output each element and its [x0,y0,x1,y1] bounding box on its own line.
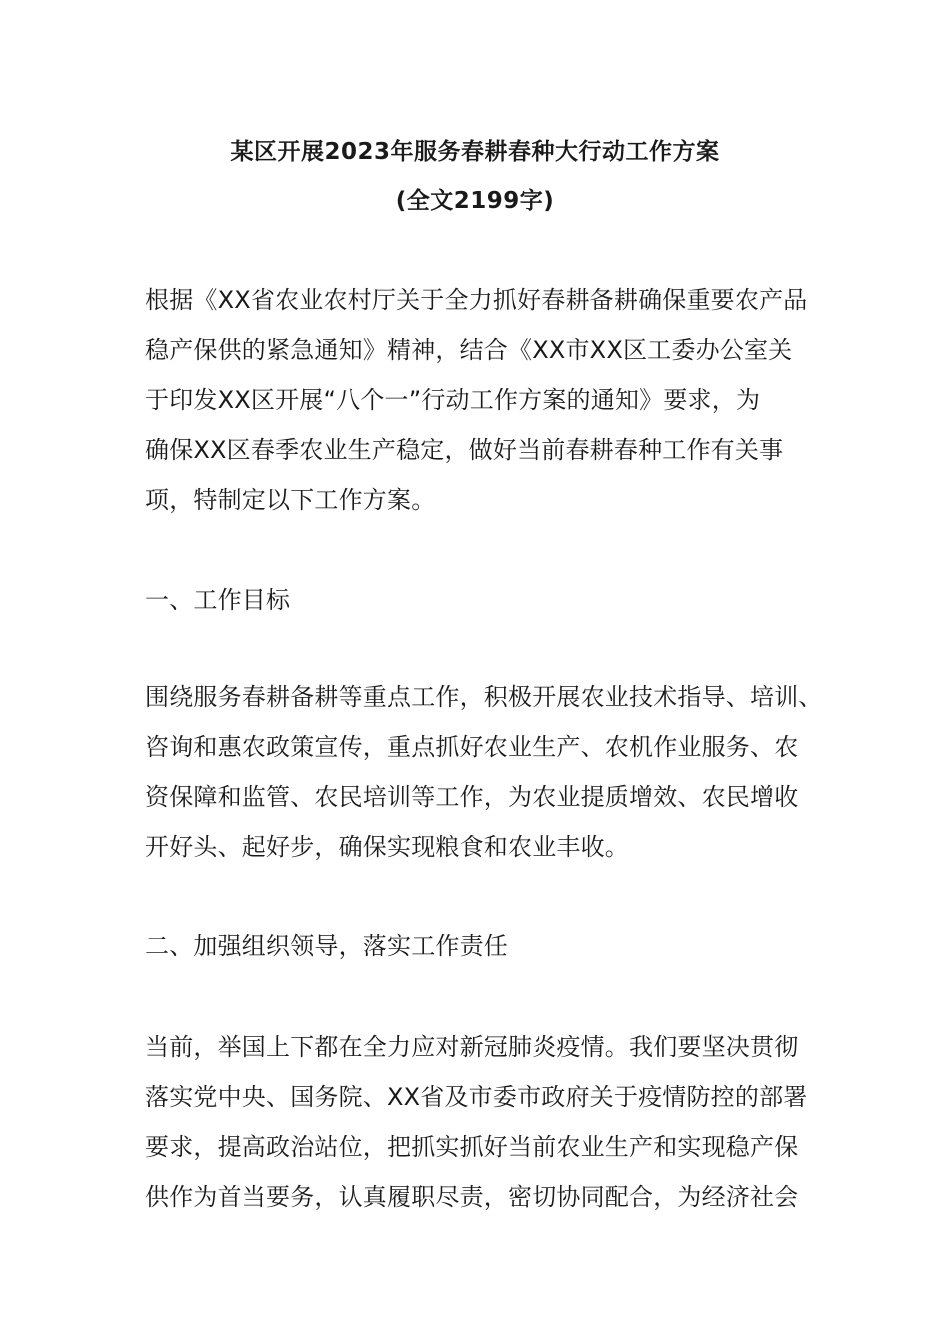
document-title: 某区开展2023年服务春耕春种大行动工作方案 [230,139,720,165]
paragraph-line: 资保障和监管、农民培训等工作，为农业提质增效、农民增收 [145,783,799,811]
heading-line: 二、加强组织领导，落实工作责任 [145,932,508,960]
paragraph-line: 当前，举国上下都在全力应对新冠肺炎疫情。我们要坚决贯彻 [145,1033,799,1061]
section1-paragraph [145,672,823,872]
paragraph-line: 确保XX区春季农业生产稳定，做好当前春耕春种工作有关事 [145,436,784,464]
section2-paragraph [145,1022,820,1222]
paragraph-line: 围绕服务春耕备耕等重点工作，积极开展农业技术指导、培训、 [145,683,823,711]
paragraph-line: 项，特制定以下工作方案。 [145,486,436,514]
section1-heading [145,575,820,625]
paragraph-line: 要求，提高政治站位，把抓实抓好当前农业生产和实现稳产保 [145,1133,799,1161]
paragraph-line: 咨询和惠农政策宣传，重点抓好农业生产、农机作业服务、农 [145,733,799,761]
document-subtitle: (全文2199字) [395,188,555,214]
section2-heading [145,921,820,971]
heading-line: 一、工作目标 [145,586,291,614]
paragraph-line: 根据《XX省农业农村厅关于全力抓好春耕备耕确保重要农产品 [145,286,808,314]
intro-paragraph [145,275,820,525]
paragraph-line: 落实党中央、国务院、XX省及市委市政府关于疫情防控的部署 [145,1083,808,1111]
paragraph-line: 于印发XX区开展“八个一”行动工作方案的通知》要求，为 [145,386,761,414]
paragraph-line: 开好头、起好步，确保实现粮食和农业丰收。 [145,833,629,861]
paragraph-line: 供作为首当要务，认真履职尽责，密切协同配合，为经济社会 [145,1183,799,1211]
paragraph-line: 稳产保供的紧急通知》精神，结合《XX市XX区工委办公室关 [145,336,793,364]
